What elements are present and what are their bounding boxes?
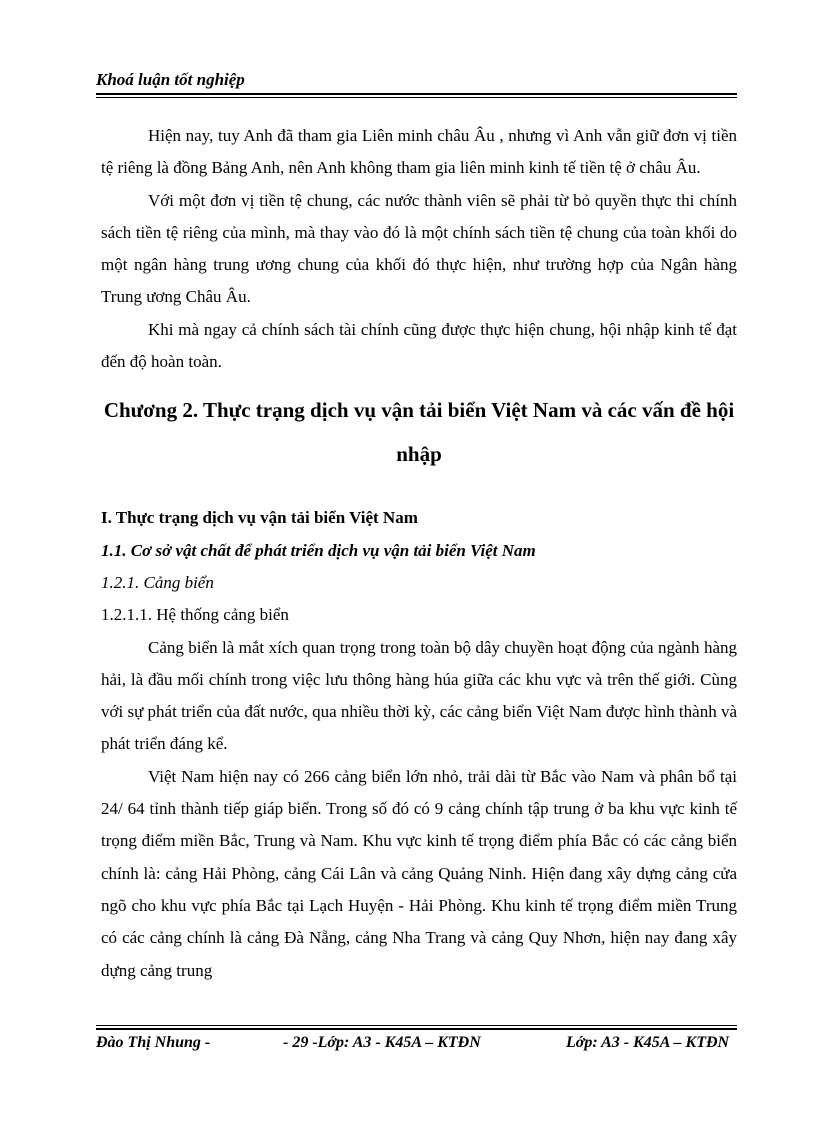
paragraph-2: Với một đơn vị tiền tệ chung, các nước thành viên sẽ phải từ bỏ quyền thực thi chính sách tiền tệ riêng của mình, mà thay vào đó là một chính sách tiền tệ chung của toàn khối do một ngân hàng trung ương chung của khối đó thực hiện, như trường hợp của Ngân hàng Trung ương Châu Âu. [101,190,737,307]
footer-rule-thick [96,1028,737,1030]
header-rule-thin [96,97,737,98]
page-body [101,120,737,987]
header-rule-thick [96,93,737,95]
chapter-title: Chương 2. Thực trạng dịch vụ vận tải biển Việt Nam và các vấn đề hội nhập [103,398,735,467]
paragraph-4: Cảng biển là mắt xích quan trọng trong toàn bộ dây chuyền hoạt động của ngành hàng hải, là đầu mối chính trong việc lưu thông hàng húa giữa các khu vực và trên thế giới. Cùng với sự phát triển của đất nước, qua nhiều thời kỳ, các cảng biển Việt Nam được hình thành và phát triển đáng kể. [101,637,737,754]
footer-rule-thin [96,1025,737,1026]
subsubsection-heading: 1.2.1. Cảng biển [101,572,214,592]
paragraph-3: Khi mà ngay cả chính sách tài chính cũng được thực hiện chung, hội nhập kinh tế đạt đến độ hoàn toàn. [101,319,737,372]
section-heading: I. Thực trạng dịch vụ vận tải biển Việt Nam [101,508,418,528]
footer-class: Lớp: A3 - K45A – KTĐN [566,1034,730,1051]
item-heading: 1.2.1.1. Hệ thống cảng biển [101,605,289,625]
footer-page-number: - 29 -Lớp: A3 - K45A – KTĐN [283,1034,481,1051]
paragraph-1: Hiện nay, tuy Anh đã tham gia Liên minh châu Âu , nhưng vì Anh vẫn giữ đơn vị tiền tệ riêng là đồng Bảng Anh, nên Anh không tham gia liên minh kinh tế tiền tệ ở châu Âu. [101,126,737,178]
running-header-title: Khoá luận tốt nghiệp [96,70,245,89]
footer-author: Đào Thị Nhung - [96,1034,211,1051]
subsection-heading: 1.1. Cơ sở vật chất để phát triển dịch vụ vận tải biển Việt Nam [101,540,536,560]
paragraph-5: Việt Nam hiện nay có 266 cảng biển lớn nhỏ, trải dài từ Bắc vào Nam và phân bổ tại 24/ 64 tỉnh thành tiếp giáp biển. Trong số đó có 9 cảng chính tập trung ở ba khu vực kinh tế trọng điểm miền Bắc, Trung và Nam. Khu vực kinh tế trọng điểm phía Bắc có các cảng biển chính là: cảng Hải Phòng, cảng Cái Lân và cảng Quảng Ninh. Hiện đang xây dựng cảng cửa ngõ cho khu vực phía Bắc tại Lạch Huyện - Hải Phòng. Khu kinh tế trọng điểm miền Trung có các cảng chính là cảng Đà Nẵng, cảng Nha Trang và cảng Quy Nhơn, hiện nay đang xây dựng cảng trung [101,766,737,980]
